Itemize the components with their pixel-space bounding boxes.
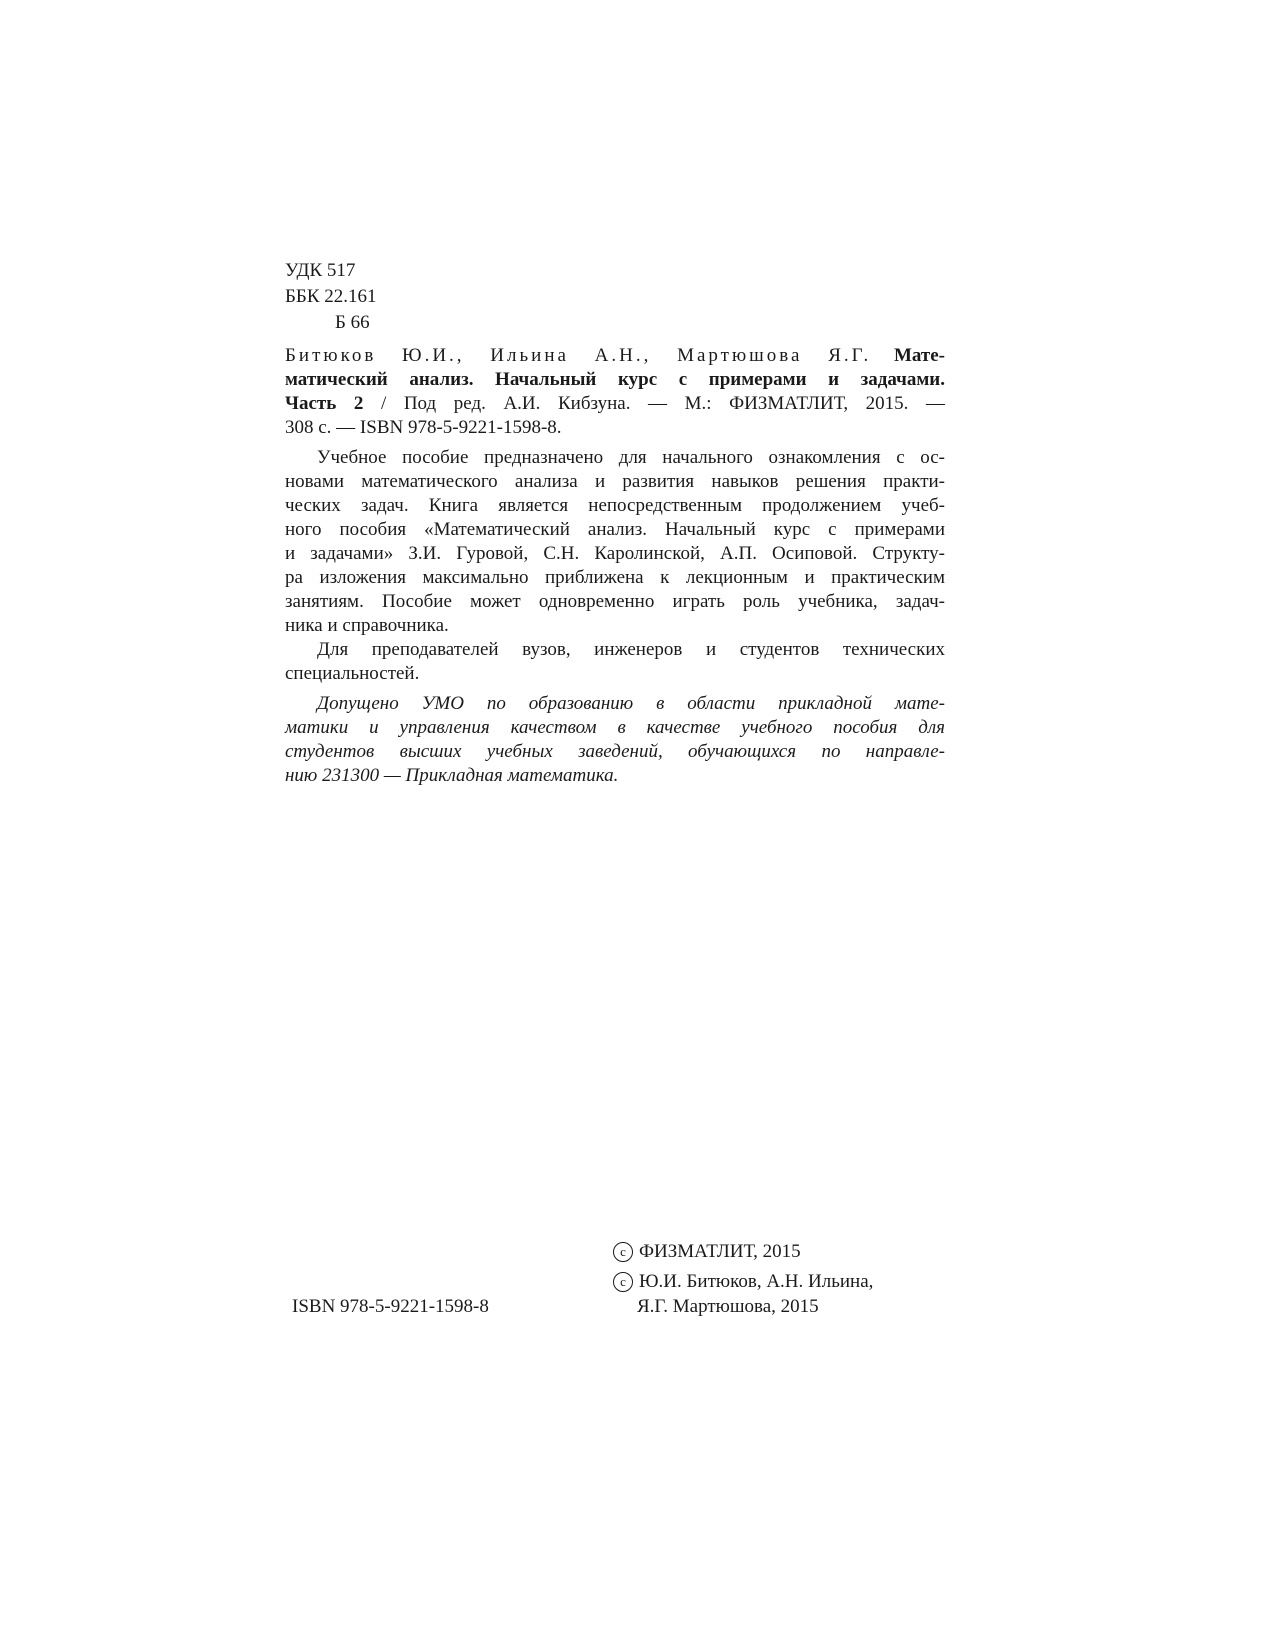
citation-line-1 [285, 344, 945, 368]
copyright-publisher-text: ФИЗМАТЛИТ, 2015 [639, 1241, 801, 1262]
audience-line: Для преподавателей вузов, инженеров и студентов технических [317, 639, 945, 660]
abstract-line: ра изложения максимально приближена к лекционным и практическим [285, 567, 945, 588]
approval-line: нию 231300 — Прикладная математика. [285, 765, 619, 786]
abstract-line: ника и справочника. [285, 615, 449, 636]
isbn: ISBN 978-5-9221-1598-8 [292, 1296, 489, 1317]
citation-title-start: Мате- [893, 345, 946, 366]
approval-line: матики и управления качеством в качестве учебного пособия для [285, 717, 945, 738]
approval-statement [285, 692, 945, 788]
copyright-icon: c [613, 1242, 633, 1262]
abstract-line: занятиям. Пособие может одновременно играть роль учебника, задач- [285, 591, 945, 612]
udk-code: УДК 517 [285, 260, 356, 281]
approval-line: студентов высших учебных заведений, обучающихся по направле- [285, 741, 945, 762]
citation-line-2: матический анализ. Начальный курс с примерами и задачами. [285, 369, 945, 390]
bibliographic-citation [285, 344, 945, 440]
audience-line: специальностей. [285, 663, 420, 684]
citation-line-3 [285, 392, 945, 416]
approval-line: Допущено УМО по образованию в области прикладной мате- [317, 693, 945, 714]
copyright-icon: c [613, 1272, 633, 1292]
classification-codes [285, 258, 377, 336]
bbk-code: ББК 22.161 [285, 286, 377, 307]
citation-authors: Битюков Ю.И., Ильина А.Н., Мартюшова Я.Г. [285, 345, 872, 366]
author-mark: Б 66 [335, 312, 370, 333]
abstract-line: ного пособия «Математический анализ. Начальный курс с примерами [285, 519, 945, 540]
abstract-line: новами математического анализа и развития навыков решения практи- [285, 471, 945, 492]
citation-editor-publisher: / Под ред. А.И. Кибзуна. — М.: ФИЗМАТЛИТ, 2015. — [380, 393, 946, 414]
abstract-line: ческих задач. Книга является непосредственным продолжением учеб- [285, 495, 945, 516]
copyright-publisher [613, 1240, 801, 1264]
abstract-paragraph [285, 446, 945, 638]
abstract-line: Учебное пособие предназначено для начального ознакомления с ос- [317, 447, 945, 468]
copyright-authors-line-2: Я.Г. Мартюшова, 2015 [637, 1296, 819, 1317]
audience-paragraph [285, 638, 945, 686]
copyright-authors [613, 1270, 873, 1294]
citation-line-4: 308 с. — ISBN 978-5-9221-1598-8. [285, 417, 562, 438]
citation-part: Часть 2 [285, 393, 364, 414]
abstract-line: и задачами» З.И. Гуровой, С.Н. Каролинской, А.П. Осиповой. Структу- [285, 543, 945, 564]
copyright-authors-line-1: Ю.И. Битюков, А.Н. Ильина, [639, 1271, 874, 1292]
